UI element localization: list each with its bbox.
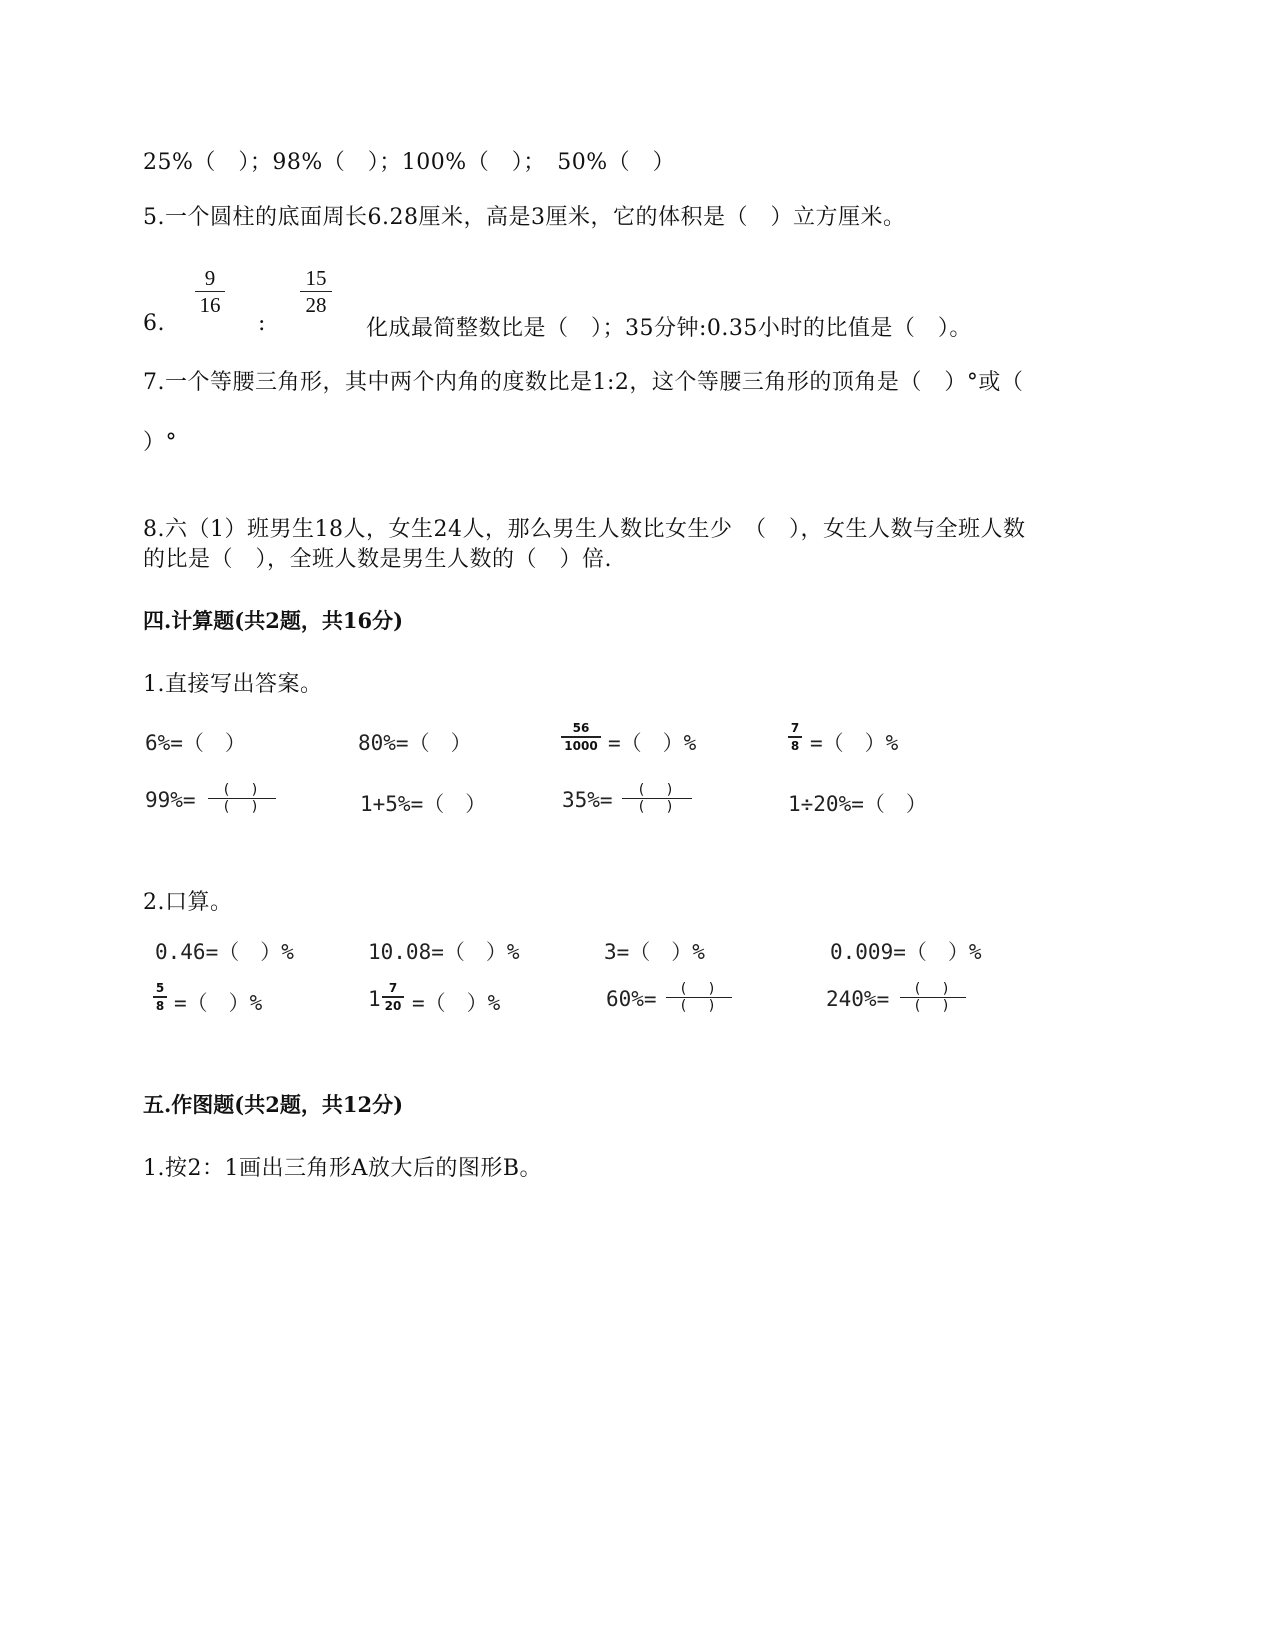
question-7-line1: 7.一个等腰三角形，其中两个内角的度数比是1:2，这个等腰三角形的顶角是（ ）°或（	[143, 370, 1024, 395]
calc-35-percent: 35%=	[562, 788, 613, 812]
mental-0-46: 0.46=（ ）%	[155, 940, 294, 964]
calc-99-percent: 99%=	[145, 788, 196, 812]
fraction-bar	[195, 291, 225, 292]
calc-1-plus-5-percent: 1+5%=（ ）	[360, 792, 487, 816]
mental-1-7-20-tail: =（ ）%	[412, 991, 501, 1015]
question-6-text: 化成最简整数比是（ ）；35分钟:0.35小时的比值是（ ）。	[366, 316, 972, 341]
fraction-bar	[300, 291, 332, 292]
calc-7-8-tail: =（ ）%	[810, 731, 899, 755]
fraction-bar	[153, 996, 167, 998]
fraction-blank[interactable]	[622, 782, 692, 815]
fraction-9-16	[195, 266, 225, 317]
section-4-q2-title: 2.口算。	[143, 890, 233, 915]
calc-80-percent: 80%=（ ）	[358, 731, 472, 755]
fraction-denominator: 28	[305, 293, 327, 317]
mental-3: 3=（ ）%	[604, 940, 705, 964]
mental-60-percent: 60%=	[606, 987, 657, 1011]
percent-fill-line: 25%（ ）；98%（ ）；100%（ ）； 50%（ ）	[143, 150, 676, 175]
fraction-5-8	[153, 981, 167, 1013]
blank-denominator: ( )	[679, 998, 719, 1014]
mental-240-percent: 240%=	[826, 987, 890, 1011]
fraction-bar	[788, 736, 802, 738]
mental-0-009: 0.009=（ ）%	[830, 940, 982, 964]
fraction-blank[interactable]	[666, 981, 732, 1014]
section-5-heading: 五.作图题(共2题，共12分)	[143, 1092, 404, 1117]
question-6-colon: :	[258, 311, 266, 336]
blank-numerator: ( )	[913, 981, 953, 997]
calc-56-1000-tail: =（ ）%	[608, 731, 697, 755]
mixed-number-whole: 1	[368, 987, 381, 1011]
fraction-numerator: 56	[572, 721, 590, 735]
question-8-line2: 的比是（ ），全班人数是男生人数的（ ）倍.	[143, 547, 612, 572]
blank-numerator: ( )	[222, 782, 262, 798]
question-8-line1: 8.六（1）班男生18人，女生24人，那么男生人数比女生少 （ ），女生人数与全班人数	[143, 517, 1026, 542]
fraction-denominator: 1000	[564, 739, 598, 753]
question-7-line2: ）°	[143, 430, 178, 455]
fraction-bar	[382, 996, 404, 998]
blank-denominator: ( )	[913, 998, 953, 1014]
blank-denominator: ( )	[222, 799, 262, 815]
fraction-numerator: 9	[204, 266, 216, 290]
fraction-numerator: 15	[305, 266, 327, 290]
fraction-numerator: 7	[388, 981, 398, 995]
fraction-numerator: 5	[155, 981, 165, 995]
fraction-denominator: 20	[384, 999, 402, 1013]
fraction-7-8	[788, 721, 802, 753]
blank-denominator: ( )	[637, 799, 677, 815]
calc-6-percent: 6%=（ ）	[145, 731, 246, 755]
fraction-denominator: 16	[199, 293, 221, 317]
fraction-56-1000	[561, 721, 601, 753]
blank-numerator: ( )	[679, 981, 719, 997]
fraction-15-28	[300, 266, 332, 317]
section-5-q1: 1.按2：1画出三角形A放大后的图形B。	[143, 1156, 543, 1181]
fraction-blank[interactable]	[208, 782, 276, 815]
fraction-7-20	[382, 981, 404, 1013]
fraction-bar	[561, 736, 601, 738]
fraction-numerator: 7	[790, 721, 800, 735]
section-4-heading: 四.计算题(共2题，共16分)	[143, 608, 404, 633]
section-4-q1-title: 1.直接写出答案。	[143, 672, 323, 697]
blank-numerator: ( )	[637, 782, 677, 798]
mental-10-08: 10.08=（ ）%	[368, 940, 520, 964]
mental-5-8-tail: =（ ）%	[174, 991, 263, 1015]
fraction-denominator: 8	[155, 999, 165, 1013]
question-6-number: 6.	[143, 311, 165, 336]
calc-1-div-20-percent: 1÷20%=（ ）	[788, 792, 927, 816]
fraction-blank[interactable]	[900, 981, 966, 1014]
fraction-denominator: 8	[790, 739, 800, 753]
question-5: 5.一个圆柱的底面周长6.28厘米，高是3厘米，它的体积是（ ）立方厘米。	[143, 205, 906, 230]
